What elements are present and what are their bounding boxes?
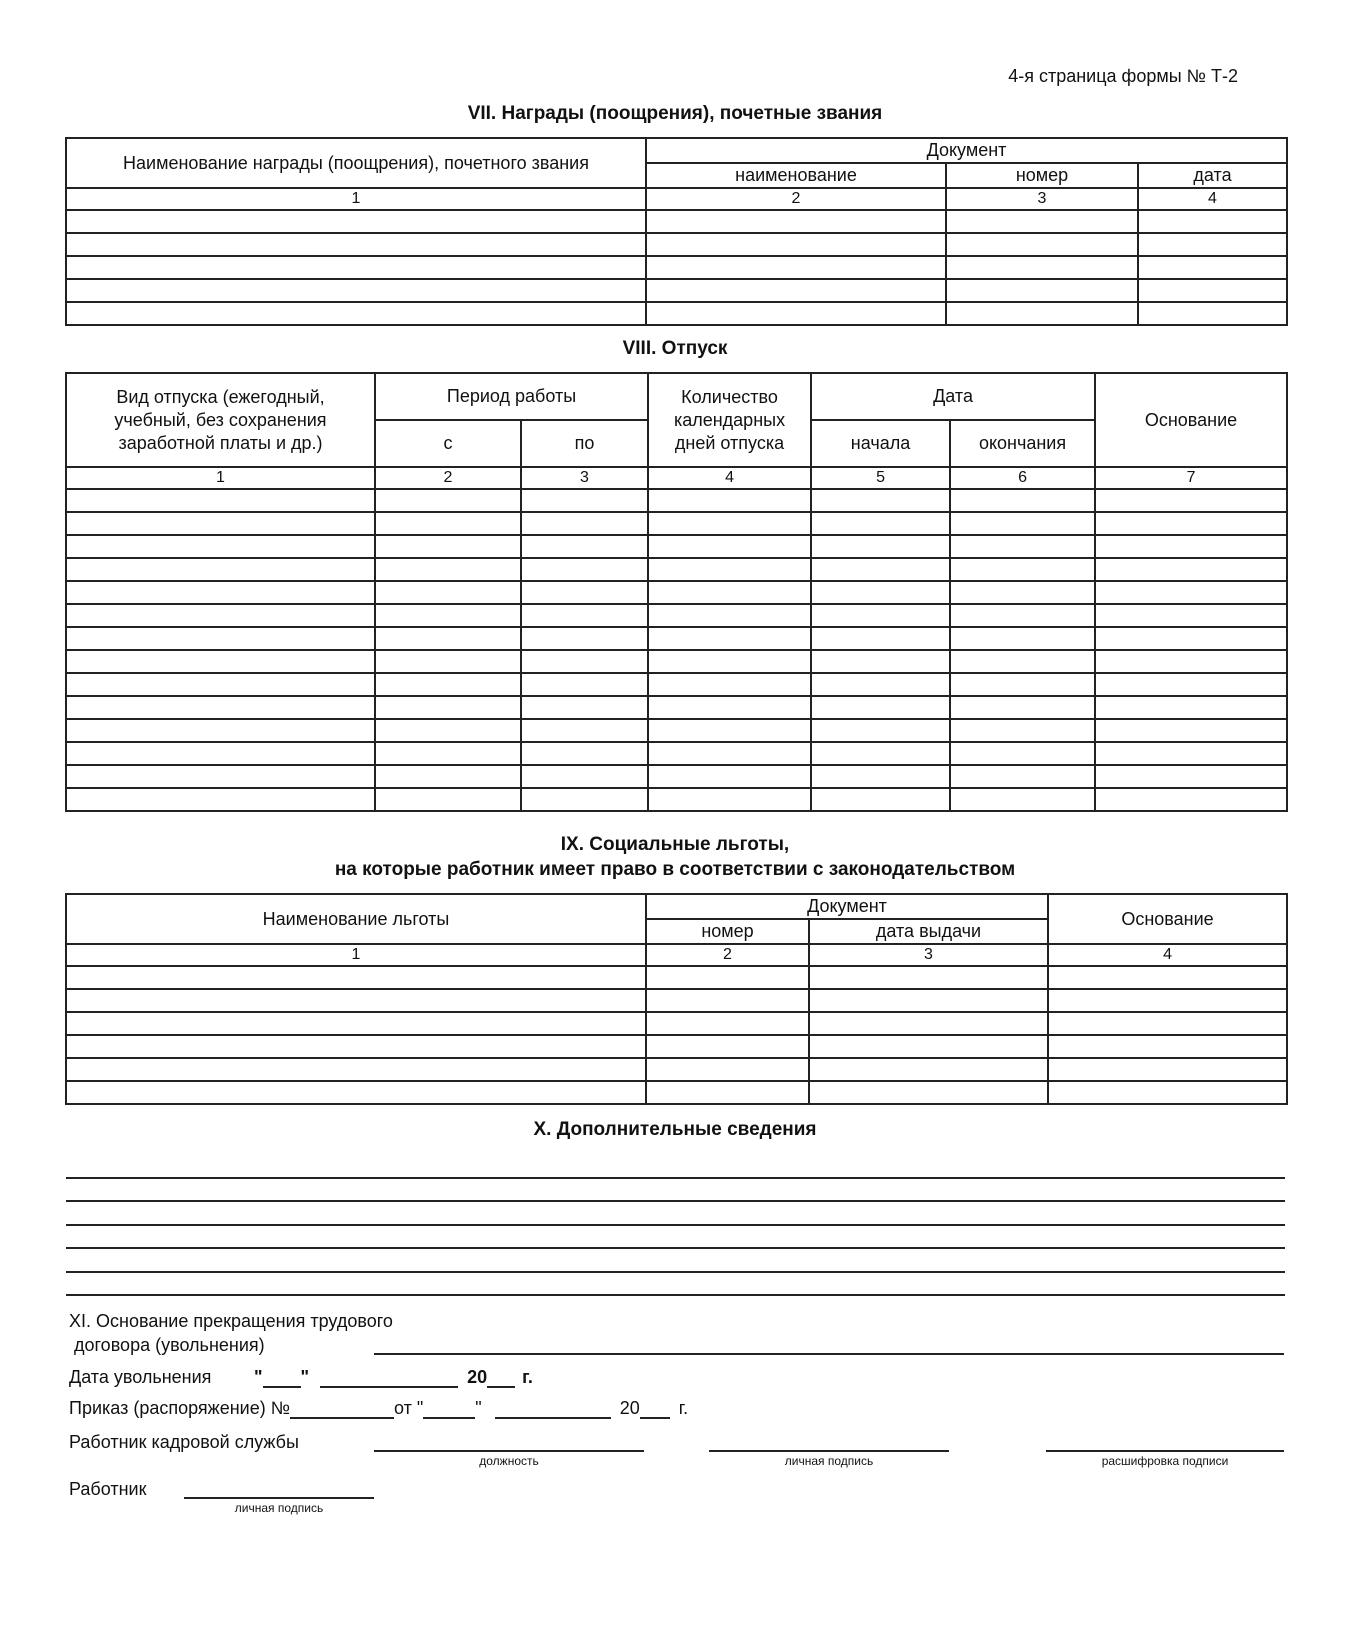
leave-cell[interactable]: [648, 788, 811, 811]
leave-cell[interactable]: [521, 719, 648, 742]
leave-cell[interactable]: [811, 489, 950, 512]
leave-table: [65, 372, 1288, 812]
leave-cell[interactable]: [811, 627, 950, 650]
leave-cell[interactable]: [521, 696, 648, 719]
awards-col-doc-number: номер: [946, 163, 1138, 188]
leave-cell[interactable]: [375, 512, 521, 535]
benefits-cell[interactable]: [1048, 1081, 1287, 1104]
awards-cell[interactable]: [66, 279, 646, 302]
order-row: [69, 1397, 688, 1419]
leave-cell[interactable]: [521, 604, 648, 627]
leave-cell[interactable]: [950, 650, 1095, 673]
leave-cell[interactable]: [66, 627, 375, 650]
leave-cell[interactable]: [66, 581, 375, 604]
termination-basis-field[interactable]: [374, 1353, 1284, 1355]
additional-info-line[interactable]: [66, 1247, 1285, 1249]
leave-col-end: окончания: [950, 420, 1095, 467]
column-number: 4: [1138, 188, 1287, 210]
leave-cell[interactable]: [521, 765, 648, 788]
leave-cell[interactable]: [375, 765, 521, 788]
leave-cell[interactable]: [375, 696, 521, 719]
awards-cell[interactable]: [646, 210, 946, 233]
benefits-cell[interactable]: [646, 1035, 809, 1058]
leave-cell[interactable]: [811, 650, 950, 673]
hr-position-caption: должность: [479, 1454, 539, 1468]
leave-cell[interactable]: [811, 788, 950, 811]
year-prefix: 20: [467, 1367, 488, 1387]
awards-cell[interactable]: [646, 256, 946, 279]
awards-cell[interactable]: [66, 302, 646, 325]
column-number: 5: [811, 467, 950, 489]
leave-cell[interactable]: [811, 765, 950, 788]
column-number: 2: [646, 188, 946, 210]
dismissal-day-field[interactable]: [263, 1368, 301, 1388]
leave-section-title: VIII. Отпуск: [622, 338, 728, 359]
benefits-cell[interactable]: [646, 966, 809, 989]
column-number: 3: [809, 944, 1048, 966]
benefits-cell[interactable]: [66, 1012, 646, 1035]
leave-cell[interactable]: [66, 788, 375, 811]
column-number: 4: [1048, 944, 1287, 966]
order-from-label: от: [394, 1398, 412, 1418]
benefits-cell[interactable]: [66, 1058, 646, 1081]
column-number: 6: [950, 467, 1095, 489]
order-month-field[interactable]: [495, 1399, 611, 1419]
order-label: Приказ (распоряжение) №: [69, 1398, 291, 1418]
awards-cell[interactable]: [1138, 256, 1287, 279]
leave-cell[interactable]: [375, 489, 521, 512]
leave-cell[interactable]: [1095, 535, 1287, 558]
leave-cell[interactable]: [1095, 765, 1287, 788]
benefits-cell[interactable]: [1048, 1058, 1287, 1081]
additional-info-line[interactable]: [66, 1224, 1285, 1226]
leave-cell[interactable]: [66, 765, 375, 788]
leave-cell[interactable]: [521, 788, 648, 811]
leave-cell[interactable]: [375, 604, 521, 627]
termination-basis-label-line2: договора (увольнения): [74, 1335, 265, 1355]
benefits-cell[interactable]: [646, 1012, 809, 1035]
leave-cell[interactable]: [1095, 650, 1287, 673]
column-number: 2: [646, 944, 809, 966]
leave-cell[interactable]: [66, 742, 375, 765]
leave-cell[interactable]: [66, 489, 375, 512]
employee-signature-field[interactable]: [184, 1497, 374, 1499]
leave-cell[interactable]: [1095, 673, 1287, 696]
benefits-section-title-line1: IX. Социальные льготы,: [560, 834, 790, 855]
leave-cell[interactable]: [1095, 627, 1287, 650]
leave-cell[interactable]: [521, 535, 648, 558]
leave-cell[interactable]: [521, 581, 648, 604]
leave-cell[interactable]: [950, 696, 1095, 719]
quote-close: ": [475, 1398, 482, 1418]
hr-position-field[interactable]: [374, 1450, 644, 1452]
leave-cell[interactable]: [950, 719, 1095, 742]
column-number: 7: [1095, 467, 1287, 489]
leave-cell[interactable]: [66, 512, 375, 535]
awards-cell[interactable]: [646, 233, 946, 256]
additional-info-line[interactable]: [66, 1177, 1285, 1179]
awards-cell[interactable]: [646, 302, 946, 325]
leave-cell[interactable]: [66, 650, 375, 673]
hr-employee-label: Работник кадровой службы: [69, 1432, 299, 1452]
column-number: 1: [66, 467, 375, 489]
hr-decoding-field[interactable]: [1046, 1450, 1284, 1452]
employee-label: Работник: [69, 1479, 147, 1499]
benefits-cell[interactable]: [809, 1081, 1048, 1104]
awards-cell[interactable]: [946, 302, 1138, 325]
quote-close: ": [300, 1367, 310, 1387]
leave-cell[interactable]: [648, 696, 811, 719]
leave-cell[interactable]: [375, 581, 521, 604]
awards-cell[interactable]: [66, 210, 646, 233]
benefits-col-name: Наименование льготы: [66, 894, 646, 944]
additional-info-line[interactable]: [66, 1294, 1285, 1296]
order-year-field[interactable]: [640, 1399, 670, 1419]
benefits-col-issue-date: дата выдачи: [809, 919, 1048, 944]
benefits-col-number: номер: [646, 919, 809, 944]
leave-cell[interactable]: [521, 489, 648, 512]
awards-col-doc-date: дата: [1138, 163, 1287, 188]
hr-decoding-caption: расшифровка подписи: [1101, 1454, 1229, 1468]
column-number: 4: [648, 467, 811, 489]
leave-cell[interactable]: [375, 719, 521, 742]
leave-cell[interactable]: [648, 650, 811, 673]
leave-cell[interactable]: [66, 604, 375, 627]
leave-cell[interactable]: [950, 627, 1095, 650]
leave-cell[interactable]: [375, 788, 521, 811]
leave-cell[interactable]: [950, 765, 1095, 788]
quote-open: ": [254, 1367, 263, 1387]
awards-group-document: Документ: [646, 138, 1287, 163]
leave-cell[interactable]: [950, 673, 1095, 696]
benefits-cell[interactable]: [809, 1035, 1048, 1058]
leave-cell[interactable]: [648, 765, 811, 788]
leave-cell[interactable]: [648, 604, 811, 627]
leave-col-days: Количество календарных дней отпуска: [648, 373, 811, 467]
leave-cell[interactable]: [521, 627, 648, 650]
benefits-cell[interactable]: [646, 989, 809, 1012]
benefits-cell[interactable]: [66, 989, 646, 1012]
benefits-section-title-line2: на которые работник имеет право в соответствии с законодательством: [334, 859, 1016, 880]
leave-cell[interactable]: [811, 581, 950, 604]
awards-cell[interactable]: [946, 233, 1138, 256]
awards-cell[interactable]: [66, 256, 646, 279]
benefits-cell[interactable]: [809, 966, 1048, 989]
benefits-cell[interactable]: [1048, 989, 1287, 1012]
column-number: 1: [66, 188, 646, 210]
leave-col-type: Вид отпуска (ежегодный, учебный, без сохранения заработной платы и др.): [66, 373, 375, 467]
awards-cell[interactable]: [1138, 210, 1287, 233]
leave-cell[interactable]: [950, 512, 1095, 535]
leave-cell[interactable]: [521, 742, 648, 765]
employee-signature-caption: личная подпись: [234, 1501, 324, 1515]
awards-section-title: VII. Награды (поощрения), почетные звания: [467, 103, 883, 124]
order-number-field[interactable]: [290, 1399, 394, 1419]
quote-open: ": [416, 1398, 424, 1418]
leave-group-period: Период работы: [375, 373, 648, 420]
order-year-prefix: 20: [619, 1398, 640, 1418]
column-number: 1: [66, 944, 646, 966]
awards-col-doc-name: наименование: [646, 163, 946, 188]
leave-cell[interactable]: [1095, 581, 1287, 604]
hr-signature-caption: личная подпись: [784, 1454, 874, 1468]
awards-cell[interactable]: [946, 279, 1138, 302]
benefits-cell[interactable]: [66, 1081, 646, 1104]
leave-cell[interactable]: [1095, 719, 1287, 742]
leave-cell[interactable]: [950, 788, 1095, 811]
leave-cell[interactable]: [66, 673, 375, 696]
leave-cell[interactable]: [66, 535, 375, 558]
leave-cell[interactable]: [811, 604, 950, 627]
leave-cell[interactable]: [375, 742, 521, 765]
leave-cell[interactable]: [521, 512, 648, 535]
leave-cell[interactable]: [950, 535, 1095, 558]
leave-cell[interactable]: [648, 489, 811, 512]
order-year-suffix: г.: [678, 1398, 689, 1418]
benefits-cell[interactable]: [1048, 966, 1287, 989]
benefits-col-basis: Основание: [1048, 894, 1287, 944]
leave-cell[interactable]: [950, 489, 1095, 512]
benefits-cell[interactable]: [809, 1012, 1048, 1035]
hr-signature-field[interactable]: [709, 1450, 949, 1452]
awards-cell[interactable]: [946, 210, 1138, 233]
leave-cell[interactable]: [811, 742, 950, 765]
benefits-cell[interactable]: [66, 966, 646, 989]
additional-info-line[interactable]: [66, 1200, 1285, 1202]
benefits-cell[interactable]: [66, 1035, 646, 1058]
leave-col-from: с: [375, 420, 521, 467]
benefits-cell[interactable]: [1048, 1012, 1287, 1035]
column-number: 3: [946, 188, 1138, 210]
leave-cell[interactable]: [648, 535, 811, 558]
form-page-number: 4-я страница формы № Т-2: [1008, 66, 1238, 86]
leave-cell[interactable]: [811, 696, 950, 719]
leave-cell[interactable]: [811, 558, 950, 581]
leave-cell[interactable]: [648, 673, 811, 696]
column-number: 3: [521, 467, 648, 489]
awards-col-name: Наименование награды (поощрения), почетного звания: [66, 138, 646, 188]
leave-cell[interactable]: [521, 558, 648, 581]
termination-basis-label-line1: XI. Основание прекращения трудового: [69, 1311, 393, 1331]
dismissal-month-field[interactable]: [320, 1368, 458, 1388]
awards-cell[interactable]: [1138, 233, 1287, 256]
benefits-table: [65, 893, 1288, 1105]
leave-cell[interactable]: [1095, 604, 1287, 627]
leave-col-to: по: [521, 420, 648, 467]
leave-cell[interactable]: [811, 673, 950, 696]
leave-cell[interactable]: [950, 604, 1095, 627]
leave-cell[interactable]: [950, 581, 1095, 604]
leave-cell[interactable]: [66, 558, 375, 581]
dismissal-year-field[interactable]: [487, 1368, 515, 1388]
leave-cell[interactable]: [375, 558, 521, 581]
leave-cell[interactable]: [811, 535, 950, 558]
dismissal-date-label: Дата увольнения: [69, 1367, 212, 1387]
year-suffix: г.: [522, 1367, 533, 1387]
leave-cell[interactable]: [1095, 788, 1287, 811]
column-number: 2: [375, 467, 521, 489]
awards-cell[interactable]: [1138, 279, 1287, 302]
leave-cell[interactable]: [1095, 742, 1287, 765]
awards-cell[interactable]: [946, 256, 1138, 279]
benefits-cell[interactable]: [646, 1081, 809, 1104]
leave-cell[interactable]: [1095, 512, 1287, 535]
benefits-cell[interactable]: [809, 989, 1048, 1012]
leave-group-date: Дата: [811, 373, 1095, 420]
leave-cell[interactable]: [375, 650, 521, 673]
leave-cell[interactable]: [811, 512, 950, 535]
leave-cell[interactable]: [950, 558, 1095, 581]
leave-cell[interactable]: [375, 627, 521, 650]
leave-cell[interactable]: [648, 742, 811, 765]
dismissal-date-field: [254, 1366, 533, 1388]
leave-cell[interactable]: [811, 719, 950, 742]
benefits-cell[interactable]: [809, 1058, 1048, 1081]
leave-cell[interactable]: [521, 673, 648, 696]
awards-cell[interactable]: [646, 279, 946, 302]
awards-cell[interactable]: [1138, 302, 1287, 325]
order-day-field[interactable]: [423, 1399, 475, 1419]
leave-cell[interactable]: [648, 581, 811, 604]
awards-cell[interactable]: [66, 233, 646, 256]
leave-cell[interactable]: [375, 535, 521, 558]
leave-cell[interactable]: [1095, 558, 1287, 581]
leave-cell[interactable]: [521, 650, 648, 673]
leave-cell[interactable]: [1095, 489, 1287, 512]
leave-cell[interactable]: [375, 673, 521, 696]
benefits-cell[interactable]: [1048, 1035, 1287, 1058]
awards-table: [65, 137, 1288, 326]
leave-cell[interactable]: [66, 719, 375, 742]
additional-info-line[interactable]: [66, 1271, 1285, 1273]
leave-col-basis: Основание: [1095, 373, 1287, 467]
leave-col-start: начала: [811, 420, 950, 467]
leave-cell[interactable]: [648, 558, 811, 581]
benefits-cell[interactable]: [646, 1058, 809, 1081]
leave-cell[interactable]: [648, 719, 811, 742]
leave-cell[interactable]: [648, 512, 811, 535]
leave-cell[interactable]: [950, 742, 1095, 765]
benefits-group-document: Документ: [646, 894, 1048, 919]
additional-section-title: X. Дополнительные сведения: [533, 1119, 817, 1140]
leave-cell[interactable]: [648, 627, 811, 650]
leave-cell[interactable]: [66, 696, 375, 719]
leave-cell[interactable]: [1095, 696, 1287, 719]
